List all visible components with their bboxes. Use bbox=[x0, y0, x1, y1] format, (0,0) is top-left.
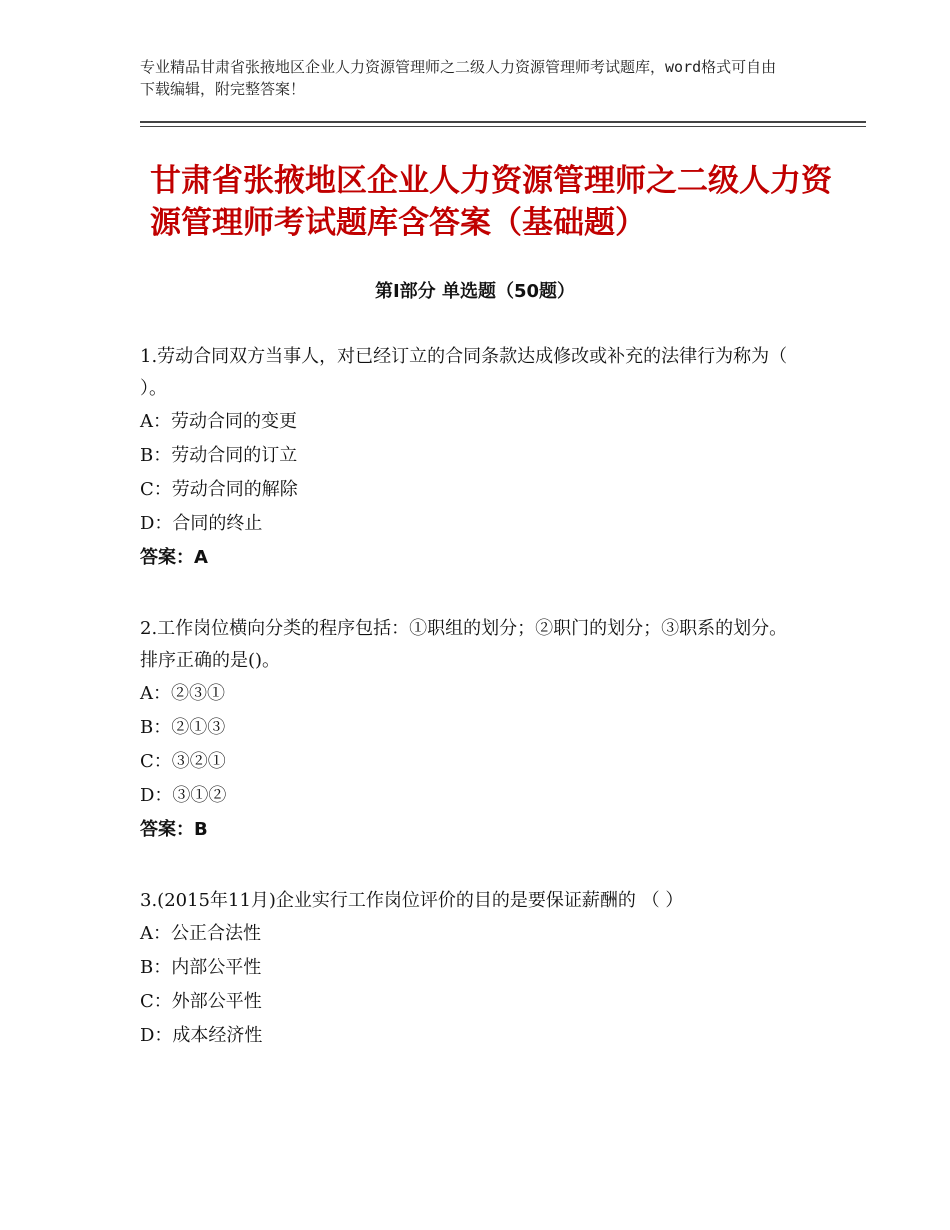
option-d: D：成本经济性 bbox=[140, 1025, 263, 1046]
option-b: B：②①③ bbox=[140, 717, 226, 738]
question-stem: 2.工作岗位横向分类的程序包括：①职组的划分；②职门的划分；③职系的划分。排序正确的是()。 bbox=[140, 618, 788, 671]
header-note: 专业精品甘肃省张掖地区企业人力资源管理师之二级人力资源管理师考试题库，word格式可自由下载编辑，附完整答案！ bbox=[140, 58, 777, 98]
option-d: D：③①② bbox=[140, 785, 227, 806]
question-1 bbox=[140, 341, 800, 575]
answer: 答案：A bbox=[140, 547, 208, 568]
answer: 答案：B bbox=[140, 819, 208, 840]
section-title: 第Ⅰ部分 单选题（50题） bbox=[374, 281, 575, 302]
question-2 bbox=[140, 613, 800, 847]
option-c: C：外部公平性 bbox=[140, 991, 262, 1012]
option-c: C：劳动合同的解除 bbox=[140, 479, 298, 500]
option-a: A：劳动合同的变更 bbox=[140, 411, 297, 432]
document-title: 甘肃省张掖地区企业人力资源管理师之二级人力资源管理师考试题库含答案（基础题） bbox=[150, 163, 832, 241]
question-stem: 3.(2015年11月)企业实行工作岗位评价的目的是要保证薪酬的 （ ） bbox=[140, 890, 684, 911]
question-3 bbox=[140, 885, 800, 1053]
header-rule-thick bbox=[140, 121, 866, 123]
option-d: D：合同的终止 bbox=[140, 513, 263, 534]
option-a: A：公正合法性 bbox=[140, 923, 261, 944]
option-b: B：内部公平性 bbox=[140, 957, 262, 978]
header-rule-thin bbox=[140, 126, 866, 127]
option-c: C：③②① bbox=[140, 751, 226, 772]
option-b: B：劳动合同的订立 bbox=[140, 445, 298, 466]
question-stem: 1.劳动合同双方当事人，对已经订立的合同条款达成修改或补充的法律行为称为（ ）。 bbox=[140, 346, 788, 399]
option-a: A：②③① bbox=[140, 683, 225, 704]
